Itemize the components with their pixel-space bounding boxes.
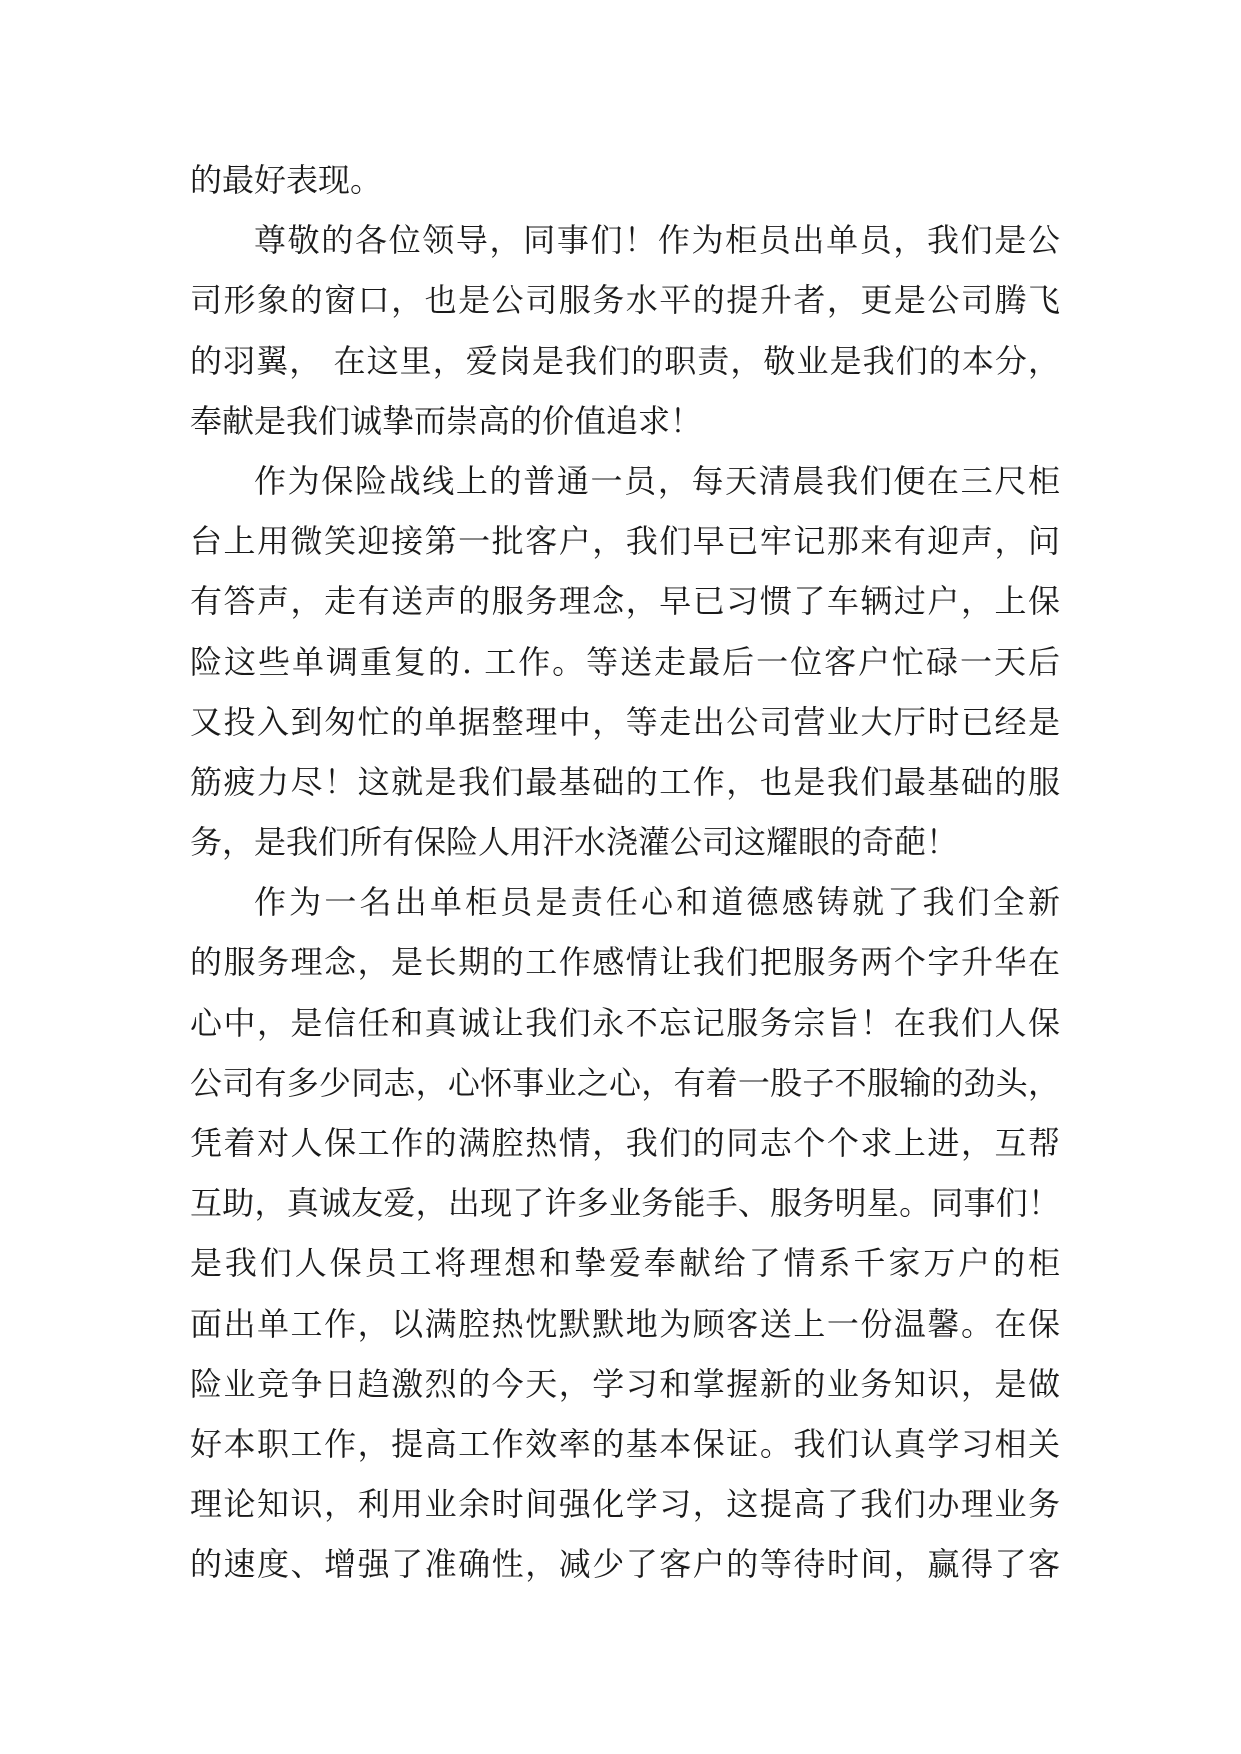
- body-text: [190, 150, 1060, 1595]
- text-line: 的羽翼， 在这里，爱岗是我们的职责，敬业是我们的本分，: [190, 341, 1060, 380]
- text-line: 理论知识，利用业余时间强化学习，这提高了我们办理业务: [190, 1485, 1060, 1524]
- text-line: 的服务理念，是长期的工作感情让我们把服务两个字升华在: [190, 943, 1060, 982]
- text-line: 司形象的窗口，也是公司服务水平的提升者，更是公司腾飞: [190, 281, 1060, 320]
- text-line: 公司有多少同志，心怀事业之心，有着一股子不服输的劲头，: [190, 1063, 1060, 1102]
- text-line: 作为保险战线上的普通一员，每天清晨我们便在三尺柜: [254, 461, 1060, 500]
- text-line: 的速度、增强了准确性，减少了客户的等待时间，赢得了客: [190, 1545, 1060, 1584]
- text-line: 作为一名出单柜员是责任心和道德感铸就了我们全新: [254, 883, 1060, 922]
- text-line: 险这些单调重复的. 工作。等送走最后一位客户忙碌一天后: [190, 642, 1060, 681]
- text-line: 台上用微笑迎接第一批客户，我们早已牢记那来有迎声，问: [190, 522, 1060, 561]
- text-line: 有答声，走有送声的服务理念，早已习惯了车辆过户，上保: [190, 582, 1060, 621]
- text-line: 是我们人保员工将理想和挚爱奉献给了情系千家万户的柜: [190, 1244, 1060, 1283]
- text-line: 心中，是信任和真诚让我们永不忘记服务宗旨！在我们人保: [190, 1003, 1060, 1042]
- text-line: 务，是我们所有保险人用汗水浇灌公司这耀眼的奇葩！: [190, 823, 959, 862]
- text-line: 奉献是我们诚挚而崇高的价值追求！: [190, 401, 703, 440]
- text-line: 面出单工作，以满腔热忱默默地为顾客送上一份温馨。在保: [190, 1304, 1060, 1343]
- text-line: 尊敬的各位领导，同事们！作为柜员出单员，我们是公: [254, 221, 1060, 260]
- text-line: 互助，真诚友爱，出现了许多业务能手、服务明星。同事们！: [190, 1184, 1060, 1223]
- text-line: 的最好表现。: [190, 161, 383, 199]
- text-line: 险业竞争日趋激烈的今天，学习和掌握新的业务知识，是做: [190, 1364, 1060, 1403]
- text-line: 凭着对人保工作的满腔热情，我们的同志个个求上进，互帮: [190, 1124, 1060, 1162]
- text-line: 筋疲力尽！这就是我们最基础的工作，也是我们最基础的服: [190, 762, 1060, 801]
- text-line: 好本职工作，提高工作效率的基本保证。我们认真学习相关: [190, 1424, 1060, 1463]
- text-line: 又投入到匆忙的单据整理中，等走出公司营业大厅时已经是: [190, 702, 1060, 741]
